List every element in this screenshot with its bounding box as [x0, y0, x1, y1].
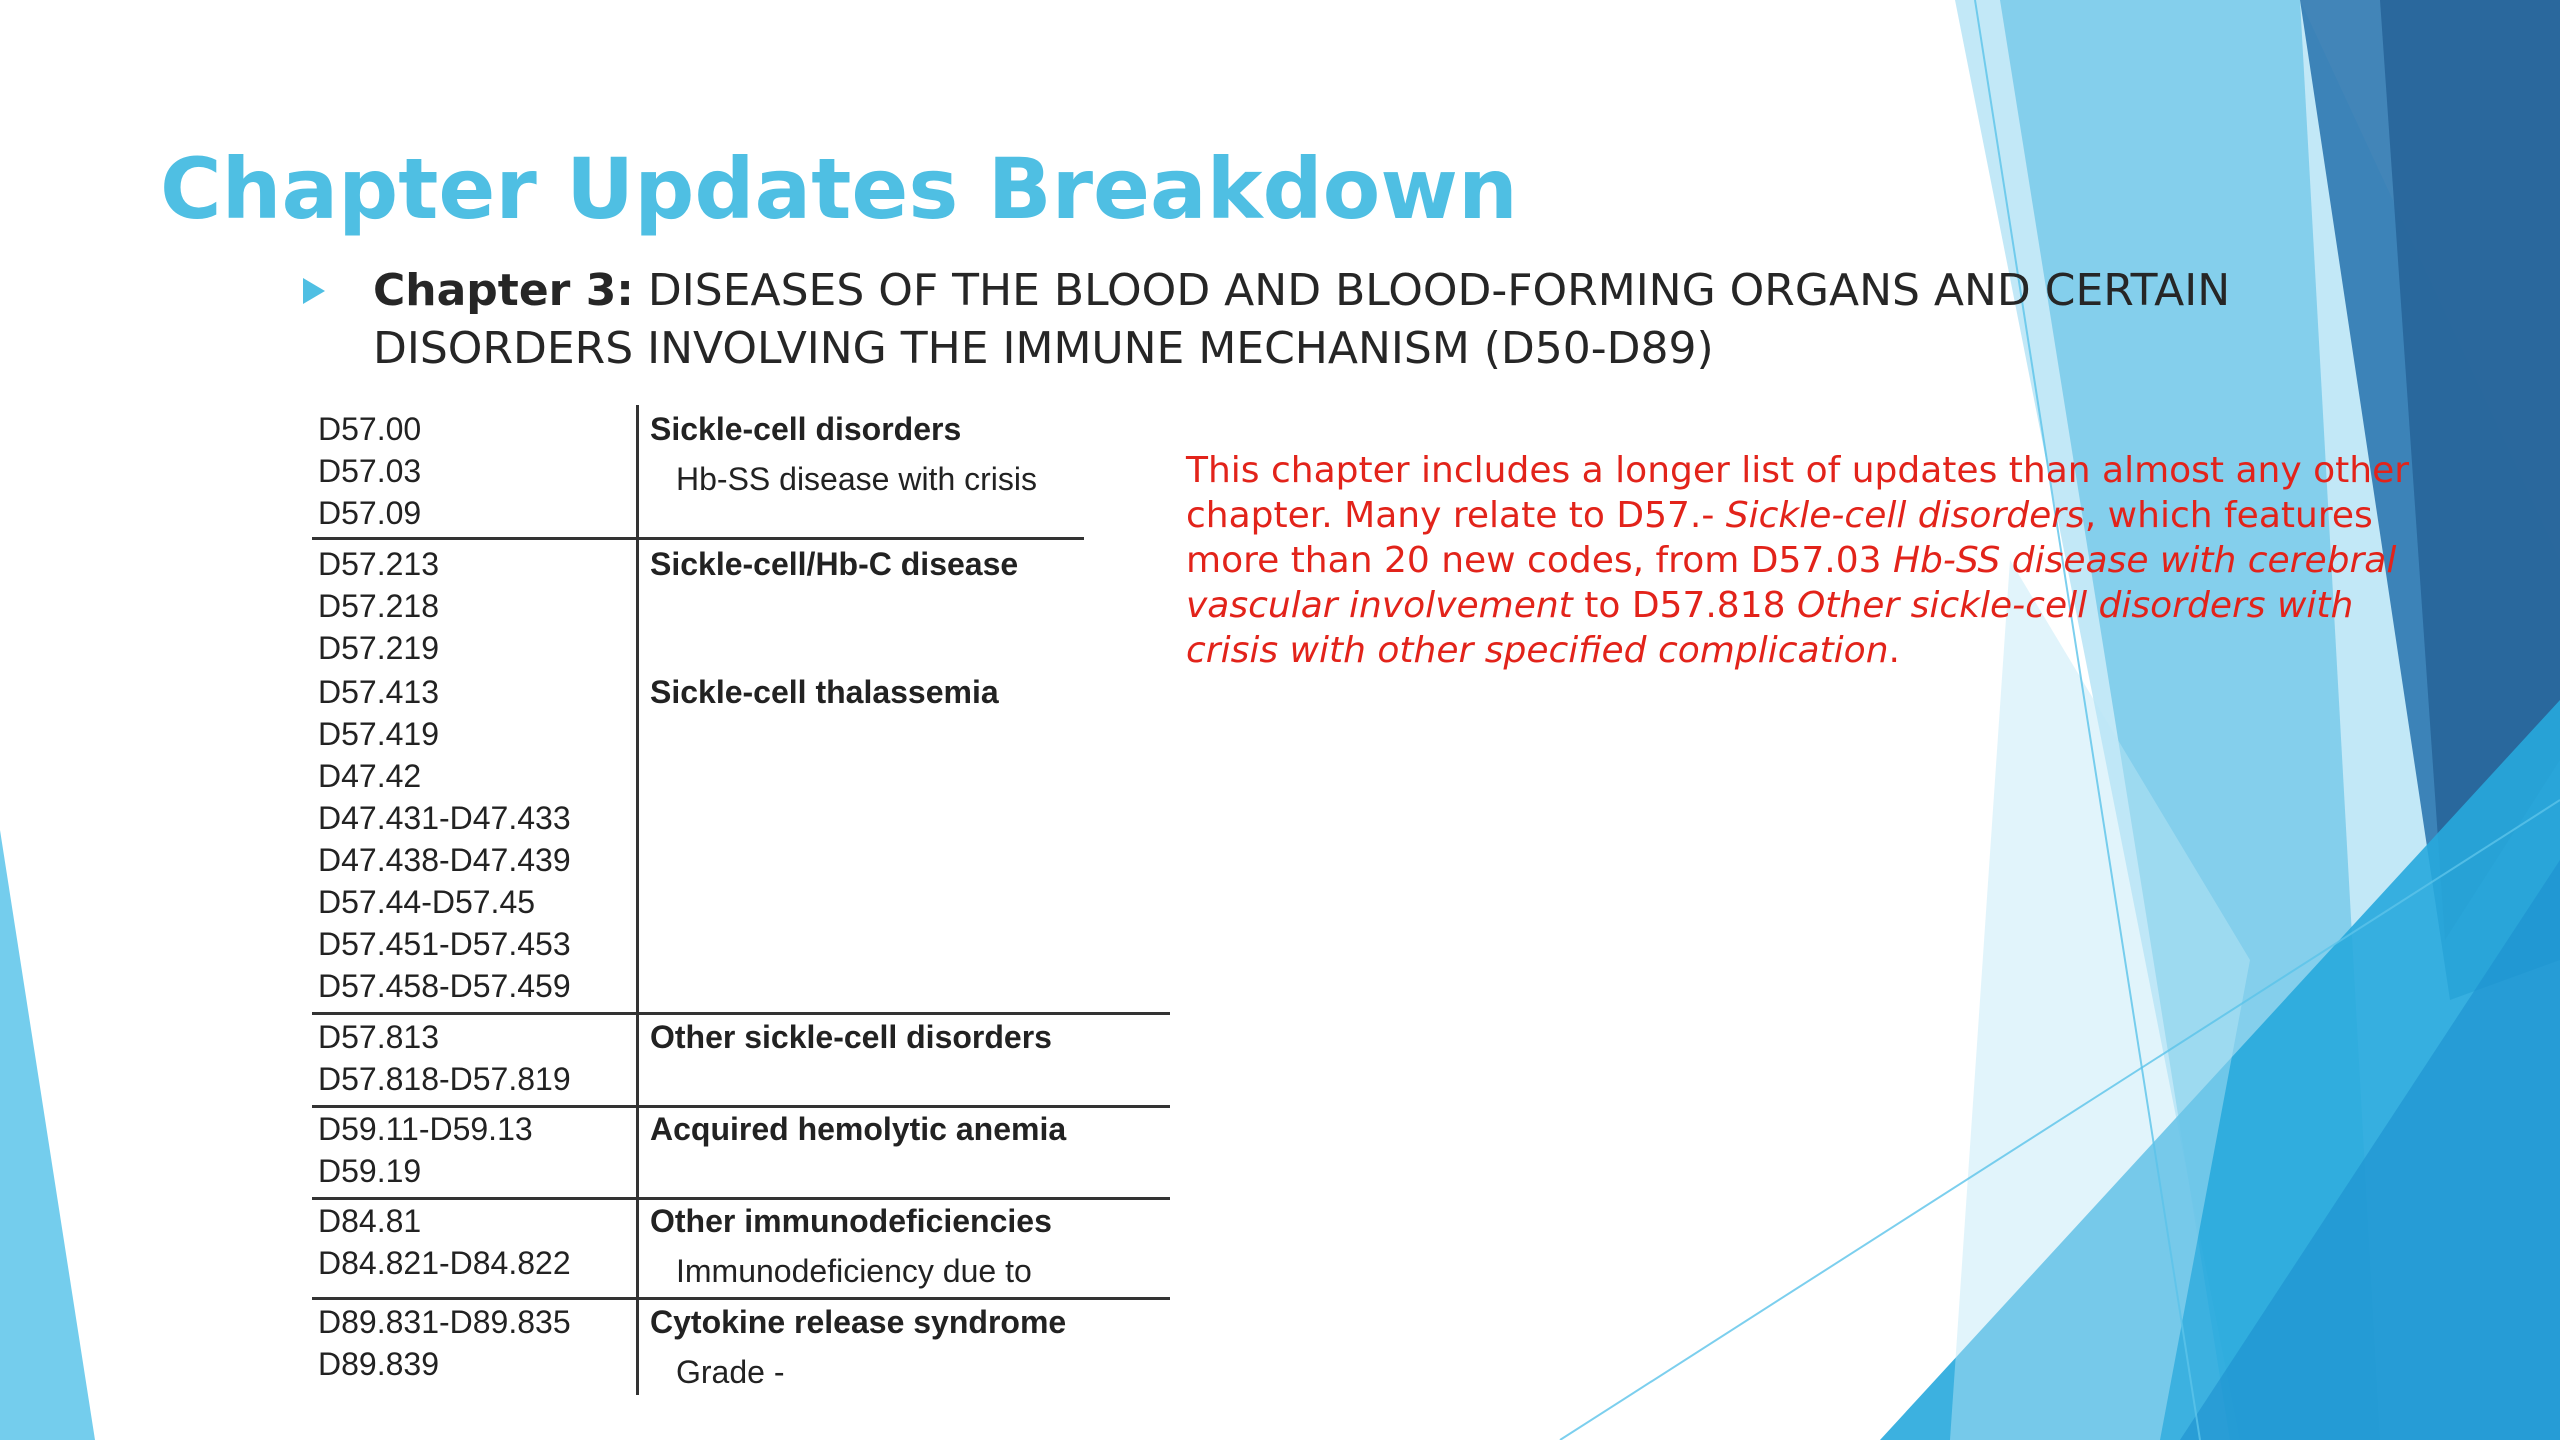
code-entry: D57.451-D57.453 — [318, 926, 571, 962]
chapter-bullet-text — [373, 262, 2423, 378]
category-heading: Sickle-cell disorders — [650, 411, 962, 447]
slide-title: Chapter Updates Breakdown — [160, 140, 1518, 238]
code-entry: D89.839 — [318, 1346, 439, 1382]
code-entry: D57.413 — [318, 674, 439, 710]
left-edge-shape — [0, 830, 95, 1440]
note-text: . — [1888, 630, 1900, 671]
note-text: to D57.818 — [1572, 585, 1797, 626]
table-row-divider — [312, 1105, 1170, 1108]
code-entry: D47.431-D47.433 — [318, 800, 571, 836]
code-entry: D59.11-D59.13 — [318, 1111, 533, 1147]
code-entry: D89.831-D89.835 — [318, 1304, 571, 1340]
code-entry: D57.03 — [318, 453, 422, 489]
code-entry: D57.00 — [318, 411, 422, 447]
triangle-bullet-icon — [303, 278, 325, 304]
category-heading: Sickle-cell thalassemia — [650, 674, 999, 710]
code-entry: D57.218 — [318, 588, 439, 624]
category-subtext: Immunodeficiency due to — [676, 1253, 1032, 1289]
code-entry: D57.419 — [318, 716, 439, 752]
table-column-divider — [636, 405, 639, 1395]
code-entry: D47.42 — [318, 758, 422, 794]
category-subtext: Grade - — [676, 1354, 785, 1390]
code-entry: D57.213 — [318, 546, 439, 582]
chapter-label: Chapter 3: — [373, 265, 634, 316]
table-row-divider — [312, 537, 1084, 540]
category-heading: Other immunodeficiencies — [650, 1203, 1052, 1239]
note-text: , which features more than 20 new codes, from D57.03 — [1186, 495, 2373, 581]
table-row-divider — [312, 1297, 1170, 1300]
note-italic: Hb-SS disease with cerebral vascular involvement — [1186, 540, 2397, 626]
code-entry: D84.81 — [318, 1203, 422, 1239]
code-entry: D57.458-D57.459 — [318, 968, 571, 1004]
note-italic: Other sickle-cell disorders with crisis with other specified complication — [1186, 585, 2354, 671]
code-entry: D57.818-D57.819 — [318, 1061, 571, 1097]
category-heading: Other sickle-cell disorders — [650, 1019, 1052, 1055]
code-entry: D47.438-D47.439 — [318, 842, 571, 878]
category-heading: Acquired hemolytic anemia — [650, 1111, 1067, 1147]
table-row-divider — [312, 1012, 1170, 1015]
category-heading: Cytokine release syndrome — [650, 1304, 1067, 1340]
category-subtext: Hb-SS disease with crisis — [676, 461, 1037, 497]
chapter-note — [1186, 448, 2426, 673]
note-text: This chapter includes a longer list of updates than almost any other chapter. Many relate to D57.- — [1186, 450, 2410, 536]
code-table — [312, 405, 1172, 1395]
table-row-divider — [312, 1197, 1170, 1200]
code-entry: D84.821-D84.822 — [318, 1245, 571, 1281]
category-heading: Sickle-cell/Hb-C disease — [650, 546, 1019, 582]
code-entry: D57.44-D57.45 — [318, 884, 536, 920]
code-entry: D57.09 — [318, 495, 422, 531]
note-italic: Sickle-cell disorders — [1725, 495, 2085, 536]
chapter-description: DISEASES OF THE BLOOD AND BLOOD-FORMING ORGANS AND CERTAIN DISORDERS INVOLVING THE IMMUNE MECHANISM (D50-D89) — [373, 265, 2231, 374]
chapter-bullet — [305, 262, 2405, 378]
code-entry: D59.19 — [318, 1153, 422, 1189]
code-entry: D57.813 — [318, 1019, 439, 1055]
code-entry: D57.219 — [318, 630, 439, 666]
